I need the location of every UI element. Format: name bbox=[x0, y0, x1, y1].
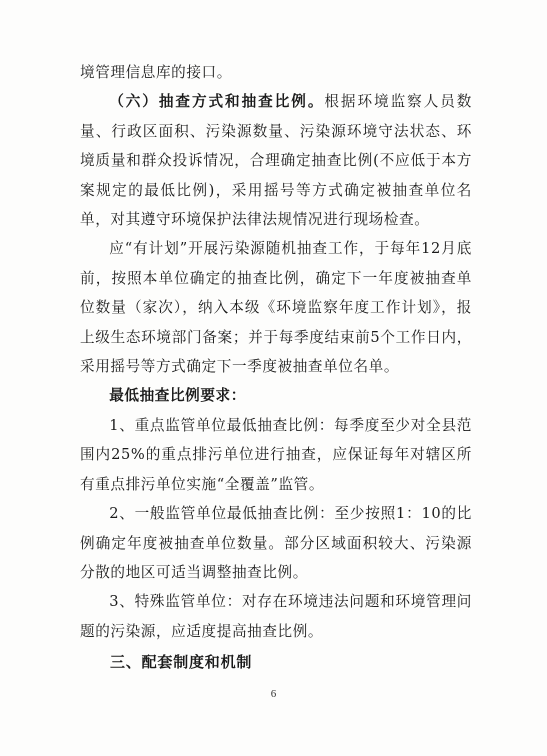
section-heading: 三、配套制度和机制 bbox=[110, 653, 253, 672]
paragraph-general-units: 2、一般监管单位最低抽查比例：至少按照1：10的比例确定年度被抽查单位数量。部分区域面积较大、污染源分散的地区可适当调整抽查比例。 bbox=[80, 505, 472, 581]
paragraph-body-text: 根据环境监察人员数量、行政区面积、污染源数量、污染源环境守法状态、环境质量和群众投诉情况，合理确定抽查比例(不应低于本方案规定的最低比例)，采用摇号等方式确定被抽查单位名单，对其遵守环境保护法律法规情况进行现场检查。 bbox=[80, 93, 472, 229]
paragraph-sampling-method bbox=[80, 87, 472, 234]
document-body bbox=[80, 58, 472, 677]
paragraph-special-units: 3、特殊监管单位：对存在环境违法问题和环境管理问题的污染源，应适度提高抽查比例。 bbox=[80, 593, 472, 640]
page-number: 6 bbox=[270, 688, 277, 700]
paragraph-key-units: 1、重点监管单位最低抽查比例：每季度至少对全县范围内25%的重点排污单位进行抽查，应保证每年对辖区所有重点排污单位实施“全覆盖”监管。 bbox=[80, 416, 472, 493]
paragraph-continued: 境管理信息库的接口。 bbox=[80, 64, 232, 81]
paragraph-lead-title: （六）抽查方式和抽查比例。 bbox=[109, 93, 325, 111]
paragraph-planned-sampling: 应“有计划”开展污染源随机抽查工作，于每年12月底前，按照本单位确定的抽查比例，确定下一年度被抽查单位数量（家次），纳入本级《环境监察年度工作计划》，报上级生态环境部门备案；并于每季度结束前5个工作日内，采用摇号等方式确定下一季度被抽查单位名单。 bbox=[80, 240, 472, 376]
subheading-minimum-ratio: 最低抽查比例要求： bbox=[109, 387, 246, 405]
